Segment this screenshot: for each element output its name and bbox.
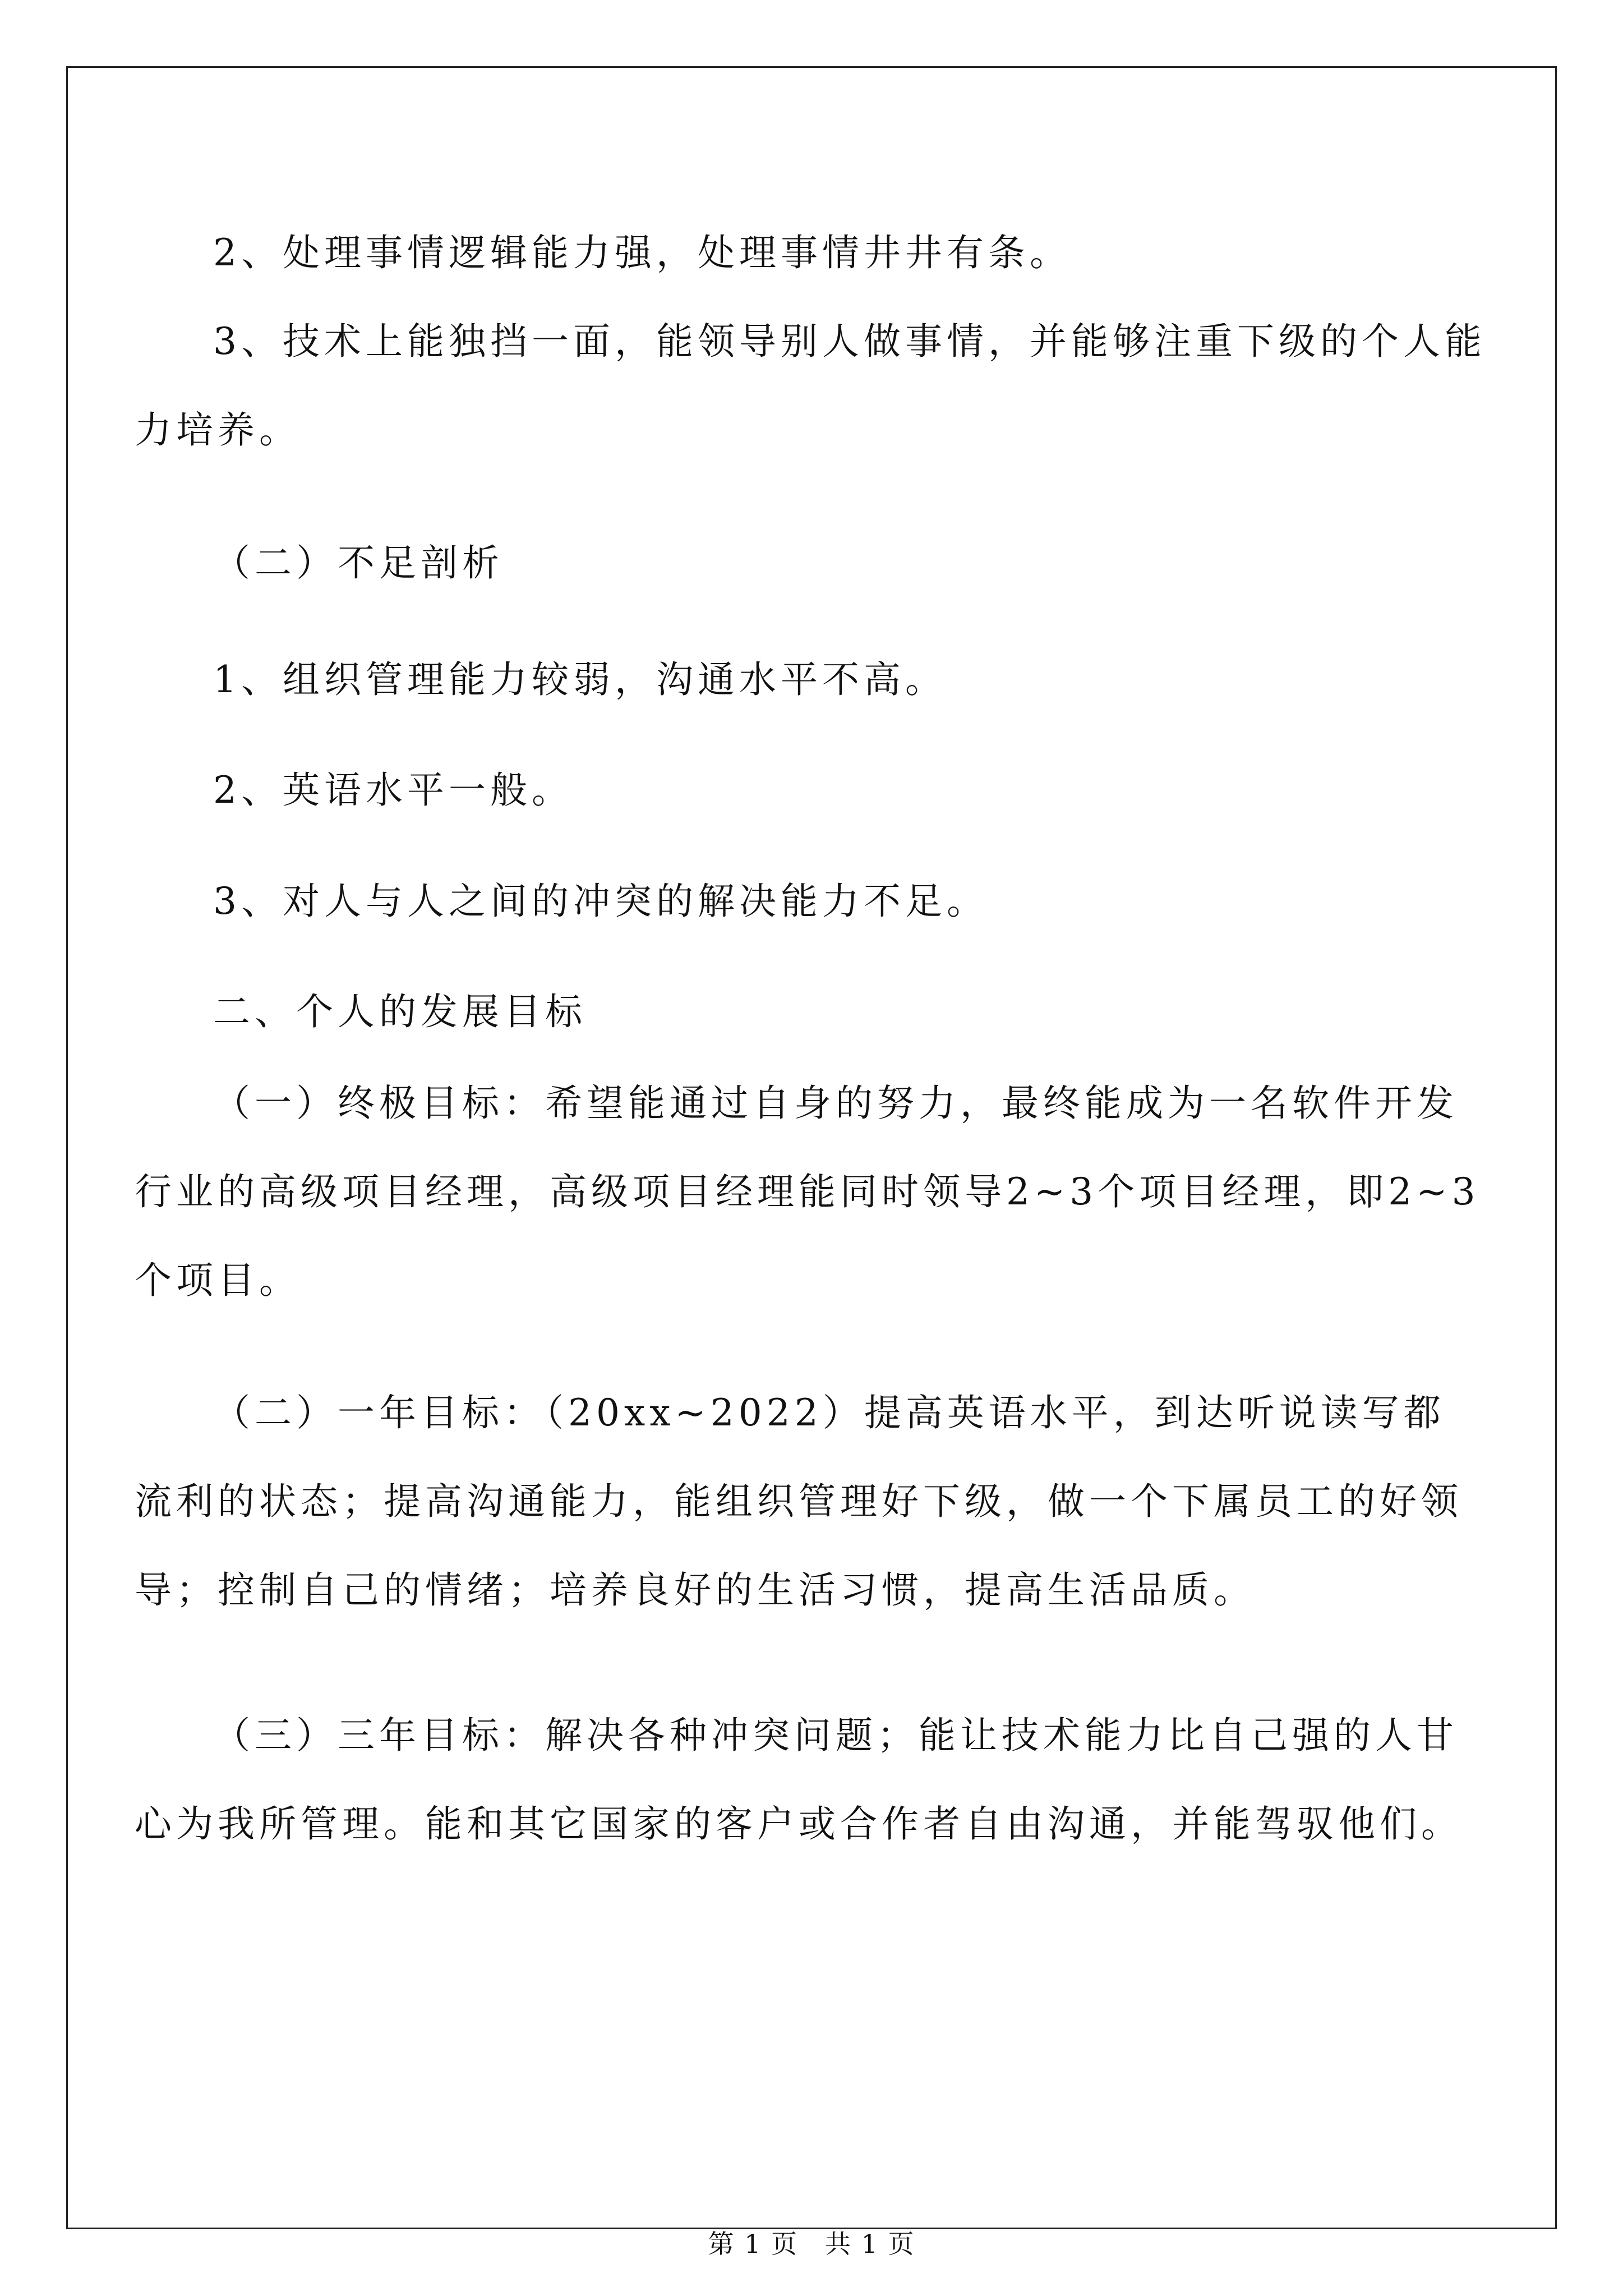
paragraph-4: 1、组织管理能力较弱，沟通水平不高。 — [213, 658, 947, 701]
paragraph-2: 3、技术上能独挡一面，能领导别人做事情，并能够注重下级的个人能力培养。 — [135, 320, 1486, 452]
section-heading-goals: 二、个人的发展目标 — [213, 990, 587, 1033]
paragraph-1: 2、处理事情逻辑能力强，处理事情井井有条。 — [213, 231, 1071, 274]
paragraph-one-year-goal: （二）一年目标：（20xx~2022）提高英语水平，到达听说读写都流利的状态；提高沟通能力，能组织管理好下级，做一个下属员工的好领导；控制自己的情绪；培养良好的生活习惯，提高生活品质。 — [135, 1391, 1463, 1612]
paragraph-6: 3、对人与人之间的冲突的解决能力不足。 — [213, 880, 988, 923]
paragraph-ultimate-goal: （一）终极目标：希望能通过自身的努力，最终能成为一名软件开发行业的高级项目经理，高级项目经理能同时领导2~3个项目经理，即2~3个项目。 — [135, 1082, 1480, 1302]
paragraph-5: 2、英语水平一般。 — [213, 769, 573, 812]
section-heading-shortcomings: （二）不足剖析 — [213, 541, 504, 585]
paragraph-three-year-goal: （三）三年目标：解决各种冲突问题；能让技术能力比自己强的人甘心为我所管理。能和其它国家的客户或合作者自由沟通，并能驾驭他们。 — [135, 1714, 1463, 1846]
page-footer: 第 1 页 共 1 页 — [708, 2229, 915, 2259]
